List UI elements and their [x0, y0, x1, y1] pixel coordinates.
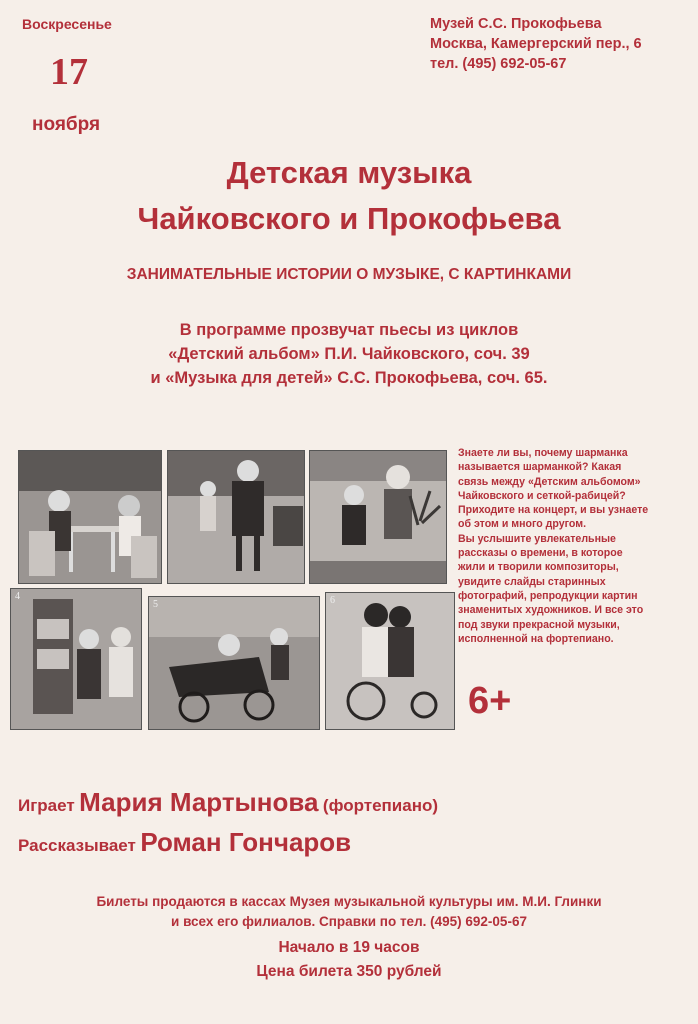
month: ноября: [32, 114, 101, 135]
description-line: Вы услышите увлекательные: [458, 532, 616, 545]
description-line: под звуки прекрасной музыки,: [458, 618, 620, 631]
photo-illustration: [11, 589, 141, 729]
ticket-price: Цена билета 350 рублей: [256, 963, 442, 980]
description-line: Знаете ли вы, почему шарманка: [458, 447, 628, 459]
photo-illustration: [326, 593, 454, 729]
ticket-info: [0, 892, 698, 932]
photo-number: 6: [330, 595, 335, 606]
event-title: [0, 150, 698, 242]
photo-children-walking: [167, 450, 305, 584]
photo-children-at-table: [18, 450, 162, 584]
description-line: Чайковского и сеткой-рабицей?: [458, 489, 626, 502]
start-and-price: [0, 936, 698, 984]
title-line-1: Детская музыка: [226, 155, 472, 190]
weekday: Воскресенье: [22, 16, 112, 32]
description-line: исполненной на фортепиано.: [458, 632, 614, 645]
photo-children-at-cabinet: [10, 588, 142, 730]
description-line: связь между «Детским альбомом»: [458, 475, 641, 488]
description-line: увидите слайды старинных: [458, 575, 606, 588]
photo-illustration: [168, 451, 304, 583]
photo-number: 5: [153, 599, 158, 610]
ticket-line-1: Билеты продаются в кассах Музея музыкальной культуры им. М.И. Глинки: [96, 894, 602, 909]
photo-children-with-plant: [309, 450, 447, 584]
event-description: [458, 446, 698, 646]
photo-children-with-pram: [148, 596, 320, 730]
description-line: жили и творили композиторы,: [458, 561, 619, 574]
description-line: называется шарманкой? Какая: [458, 461, 622, 474]
museum-phone: тел. (495) 692-05-67: [430, 56, 567, 72]
start-time: Начало в 19 часов: [278, 939, 420, 956]
description-line: знаменитых художников. И все это: [458, 604, 644, 617]
museum-name: Музей С.С. Прокофьева: [430, 16, 602, 32]
pianist-line: [18, 787, 438, 818]
photo-children-on-tricycle: [325, 592, 455, 730]
program-line-1: В программе прозвучат пьесы из циклов: [179, 321, 519, 339]
photo-illustration: [149, 597, 319, 729]
narrator-line: [18, 827, 351, 858]
photo-illustration: [310, 451, 446, 583]
museum-info: [430, 14, 642, 74]
event-subtitle: ЗАНИМАТЕЛЬНЫЕ ИСТОРИИ О МУЗЫКЕ, С КАРТИНКАМИ: [126, 266, 572, 283]
description-line: фотографий, репродукции картин: [458, 589, 638, 602]
description-line: рассказы о времени, в которое: [458, 547, 623, 560]
title-line-2: Чайковского и Прокофьева: [137, 201, 561, 236]
pianist-name: Мария Мартынова: [79, 787, 319, 817]
age-rating: 6+: [468, 680, 512, 722]
photo-illustration: [19, 451, 161, 583]
program-description: [0, 318, 698, 390]
narrator-name: Роман Гончаров: [140, 827, 352, 857]
description-line: Приходите на концерт, и вы узнаете: [458, 504, 649, 517]
museum-address: Москва, Камергерский пер., 6: [430, 36, 642, 52]
photo-number: 4: [15, 591, 20, 602]
ticket-line-2: и всех его филиалов. Справки по тел. (495) 692-05-67: [171, 914, 527, 929]
day-number: 17: [50, 51, 88, 93]
description-line: об этом и много другом.: [458, 518, 587, 531]
pianist-role: Играет: [18, 796, 75, 815]
pianist-instrument: (фортепиано): [322, 796, 439, 815]
program-line-3: и «Музыка для детей» С.С. Прокофьева, соч. 65.: [150, 369, 548, 387]
narrator-role: Рассказывает: [18, 836, 136, 855]
program-line-2: «Детский альбом» П.И. Чайковского, соч. 39: [168, 345, 530, 363]
